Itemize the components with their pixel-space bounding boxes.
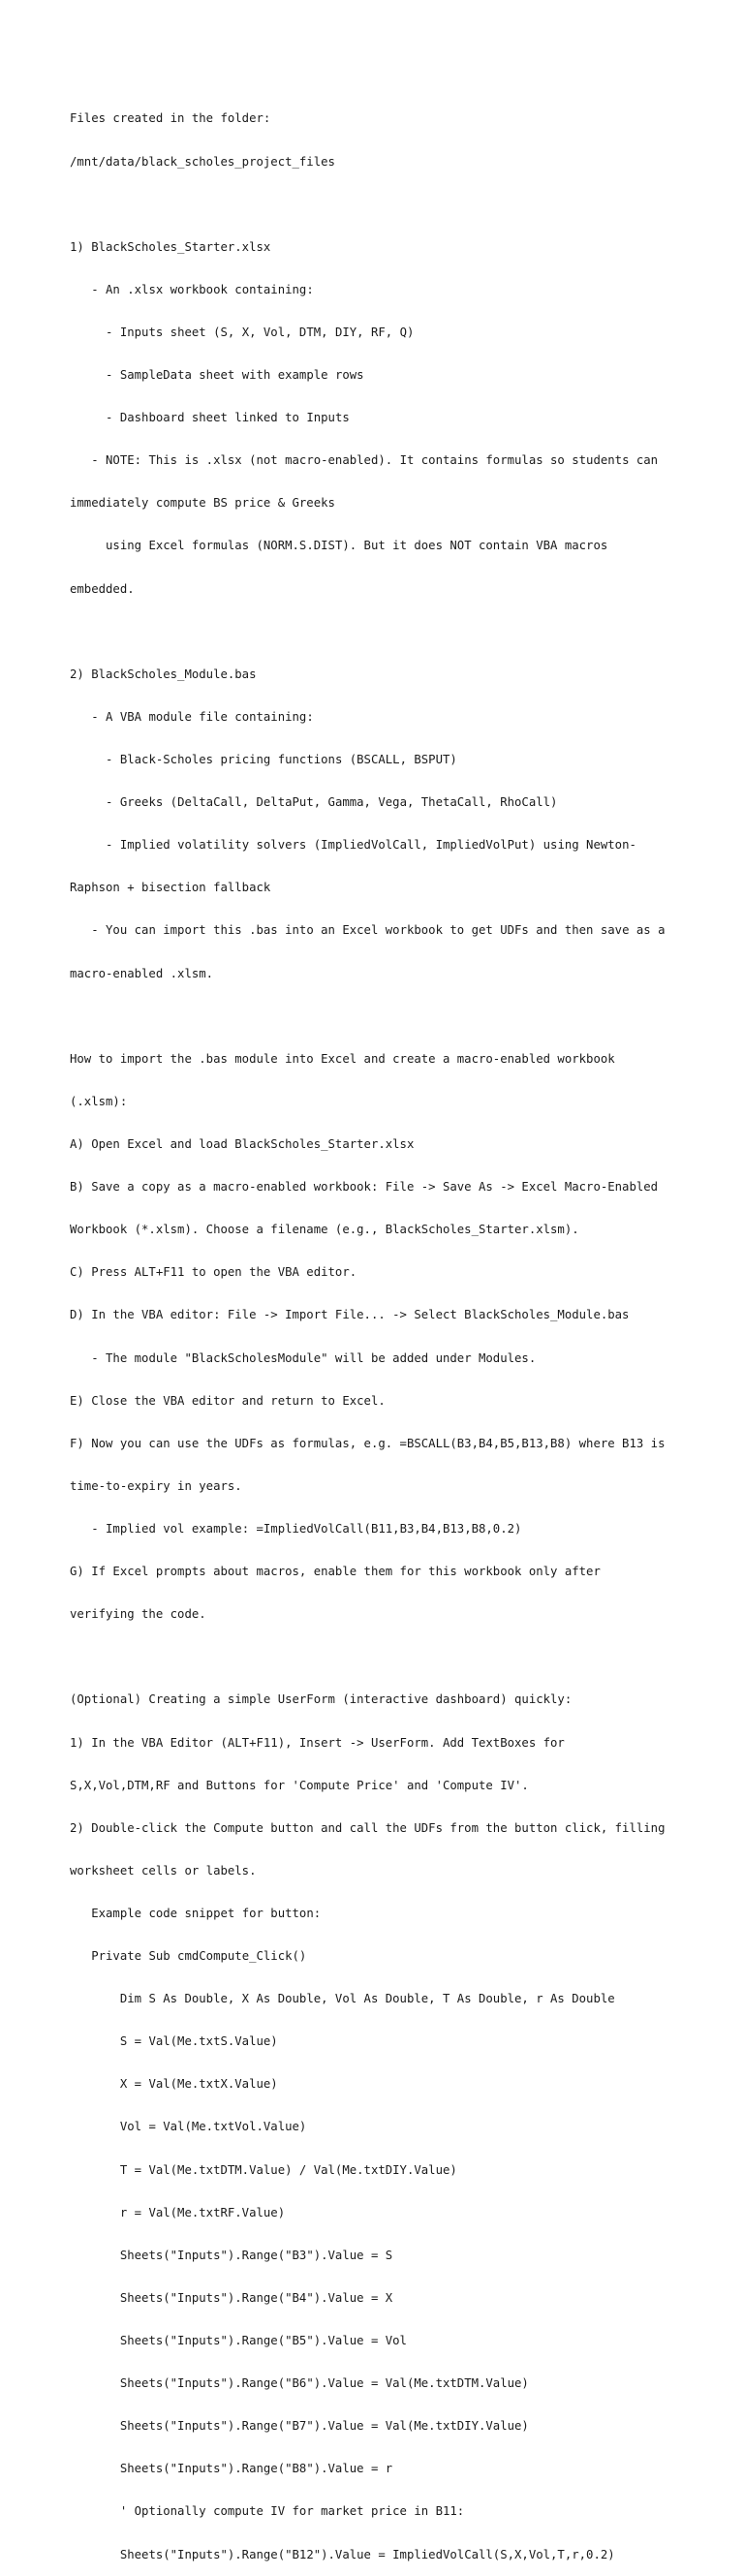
text-line: verifying the code. — [70, 1607, 206, 1622]
text-line: 1) BlackScholes_Starter.xlsx — [70, 239, 271, 254]
text-line: E) Close the VBA editor and return to Excel. — [70, 1393, 386, 1408]
text-line: Sheets("Inputs").Range("B12").Value = ImpliedVolCall(S,X,Vol,T,r,0.2) — [70, 2547, 615, 2561]
text-line: Sheets("Inputs").Range("B5").Value = Vol — [70, 2334, 407, 2348]
text-line: Example code snippet for button: — [70, 1906, 322, 1920]
text-line: - You can import this .bas into an Excel workbook to get UDFs and then save as a — [70, 923, 666, 938]
text-line: Workbook (*.xlsm). Choose a filename (e.g., BlackScholes_Starter.xlsm). — [70, 1223, 579, 1237]
text-line: Dim S As Double, X As Double, Vol As Double, T As Double, r As Double — [70, 1992, 615, 2006]
text-line: 2) BlackScholes_Module.bas — [70, 667, 257, 681]
text-line: - Black-Scholes pricing functions (BSCALL, BSPUT) — [70, 753, 457, 767]
text-line: immediately compute BS price & Greeks — [70, 496, 335, 511]
text-line: G) If Excel prompts about macros, enable them for this workbook only after — [70, 1565, 601, 1579]
text-line: D) In the VBA editor: File -> Import File... -> Select BlackScholes_Module.bas — [70, 1308, 630, 1322]
text-line: Vol = Val(Me.txtVol.Value) — [70, 2120, 307, 2134]
text-line: r = Val(Me.txtRF.Value) — [70, 2205, 286, 2219]
text-line: Sheets("Inputs").Range("B3").Value = S — [70, 2248, 393, 2262]
text-line: How to import the .bas module into Excel and create a macro-enabled workbook — [70, 1051, 615, 1066]
text-line: - Greeks (DeltaCall, DeltaPut, Gamma, Vega, ThetaCall, RhoCall) — [70, 795, 558, 810]
text-line — [70, 625, 709, 639]
text-line: Raphson + bisection fallback — [70, 881, 271, 895]
text-line: C) Press ALT+F11 to open the VBA editor. — [70, 1265, 357, 1280]
text-line: embedded. — [70, 581, 135, 596]
text-line — [70, 1650, 709, 1664]
text-line: 2) Double-click the Compute button and call the UDFs from the button click, filling — [70, 1820, 666, 1835]
text-line: - Implied volatility solvers (ImpliedVolCall, ImpliedVolPut) using Newton- — [70, 838, 636, 853]
document-text — [70, 83, 709, 2576]
text-line: - Implied vol example: =ImpliedVolCall(B11,B3,B4,B13,B8,0.2) — [70, 1521, 522, 1536]
text-line: Sheets("Inputs").Range("B6").Value = Val(Me.txtDTM.Value) — [70, 2376, 529, 2391]
text-line: - A VBA module file containing: — [70, 709, 314, 724]
text-line: Sheets("Inputs").Range("B8").Value = r — [70, 2462, 393, 2476]
text-line: macro-enabled .xlsm. — [70, 966, 214, 980]
text-line: - Dashboard sheet linked to Inputs — [70, 411, 350, 425]
text-line: (.xlsm): — [70, 1094, 128, 1108]
text-line: Private Sub cmdCompute_Click() — [70, 1949, 307, 1964]
text-line: 1) In the VBA Editor (ALT+F11), Insert -> UserForm. Add TextBoxes for — [70, 1735, 565, 1750]
text-line — [70, 1009, 709, 1024]
text-line: (Optional) Creating a simple UserForm (interactive dashboard) quickly: — [70, 1692, 573, 1707]
text-line: /mnt/data/black_scholes_project_files — [70, 154, 335, 169]
text-line: S = Val(Me.txtS.Value) — [70, 2034, 278, 2049]
text-line: B) Save a copy as a macro-enabled workbook: File -> Save As -> Excel Macro-Enabled — [70, 1180, 659, 1195]
text-line: worksheet cells or labels. — [70, 1863, 257, 1878]
text-line: Sheets("Inputs").Range("B4").Value = X — [70, 2290, 393, 2305]
text-line: - The module "BlackScholesModule" will be added under Modules. — [70, 1350, 537, 1365]
text-line: using Excel formulas (NORM.S.DIST). But it does NOT contain VBA macros — [70, 539, 608, 553]
text-line — [70, 198, 709, 212]
text-line: time-to-expiry in years. — [70, 1478, 242, 1493]
text-line: S,X,Vol,DTM,RF and Buttons for 'Compute Price' and 'Compute IV'. — [70, 1778, 529, 1792]
text-line: F) Now you can use the UDFs as formulas, e.g. =BSCALL(B3,B4,B5,B13,B8) where B13 is — [70, 1436, 666, 1450]
text-line: Files created in the folder: — [70, 111, 271, 126]
text-line: - SampleData sheet with example rows — [70, 368, 364, 383]
text-line: ' Optionally compute IV for market price in B11: — [70, 2504, 465, 2519]
text-line: X = Val(Me.txtX.Value) — [70, 2077, 278, 2092]
text-line: Sheets("Inputs").Range("B7").Value = Val(Me.txtDIY.Value) — [70, 2419, 529, 2434]
text-line: T = Val(Me.txtDTM.Value) / Val(Me.txtDIY.Value) — [70, 2162, 457, 2177]
text-line: - An .xlsx workbook containing: — [70, 282, 314, 296]
text-line: - NOTE: This is .xlsx (not macro-enabled). It contains formulas so students can — [70, 453, 659, 468]
text-line: - Inputs sheet (S, X, Vol, DTM, DIY, RF, Q) — [70, 325, 415, 339]
text-line: A) Open Excel and load BlackScholes_Starter.xlsx — [70, 1136, 415, 1151]
